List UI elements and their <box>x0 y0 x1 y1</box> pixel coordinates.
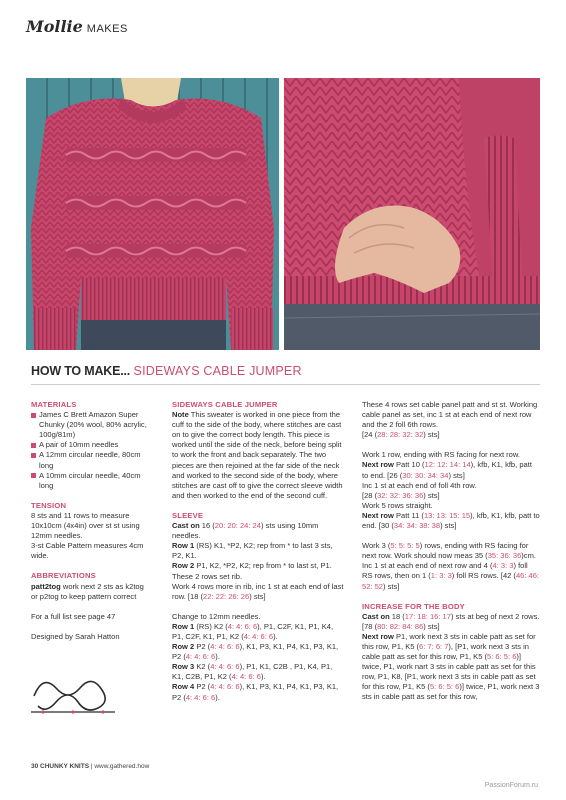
work-rows-note: Work 3 (5: 5: 5: 5) rows, ending with RS facing for next row. Work should now meas 35 (35: 36: 36)cm. <box>362 541 536 561</box>
body-column <box>362 400 540 703</box>
jumper-heading: SIDEWAYS CABLE JUMPER <box>172 400 278 409</box>
next-row-2: Next row Patt 11 (13: 13: 15: 15), kfb, K1, kfb, patt to end. [30 (34: 34: 38: 38) sts] <box>362 510 540 531</box>
increase-note: Inc 1 st at each end of foll 4th row. <box>362 480 477 490</box>
body-cast-on: Cast on 18 (17: 18: 16: 17) sts at beg of next 2 rows. [78 (80: 82: 84: 86) sts] <box>362 611 540 631</box>
rib-row-1: Row 1 (RS) K1, *P2, K2; rep from * to last 3 sts, P2, K1. <box>172 541 333 561</box>
increase-rows-note: Inc 1 st at each end of next row and 4 (4: 3: 3) foll RS rows, then on 1 (1: 3: 3) foll RS rows. [42 (46: 46: 52: 52) sts] <box>362 561 540 591</box>
sleeve-column <box>172 400 345 703</box>
note-paragraph: Note This sweater is worked in one piece from the cuff to the side of the body, where stitches are cast on to give the correct body length. This piece is worked until the side of the neck, before being split to work the front and back separately. The two pieces are then rejoined at the far side of the neck and worked to the second side of the body, where stitches are cast off to give the correct sleeve width and then worked to the end of the second cuff. <box>172 410 343 500</box>
brand-logo: Mollie <box>26 17 83 36</box>
page-footer: 30 CHUNKY KNITS | www.gathered.how <box>31 763 150 770</box>
stitch-count: [28 (32: 32: 36: 36) sts] <box>362 490 440 500</box>
bullet-square-icon <box>31 453 36 458</box>
rib-note: These 2 rows set rib. <box>172 571 243 581</box>
sleeve-heading: SLEEVE <box>172 510 204 520</box>
watermark: PassionForum.ru <box>484 782 538 789</box>
work-straight-note: Work 5 rows straight. <box>362 500 433 510</box>
page-number: 30 <box>31 763 39 770</box>
designer-credit: Designed by Sarah Hatton <box>31 631 120 641</box>
cable-row-2: Row 2 P2 (4: 4: 6: 6), K1, P3, K1, P4, K1, P3, K1, P2 (4: 4: 6: 6). <box>172 642 339 662</box>
cast-on-instruction: Cast on 16 (20: 20: 24: 24) sts using 10mm needles. <box>172 521 319 541</box>
section-label: MAKES <box>86 23 128 35</box>
magazine-name: CHUNKY KNITS <box>40 763 90 770</box>
stitch-count: [24 (28: 28: 32: 32) sts] <box>362 430 440 440</box>
cable-row-3: Row 3 K2 (4: 4: 6: 6), P1, K1, C2B , P1, K4, P1, K1, C2B, P1, K2 (4: 4: 6: 6). <box>172 662 333 682</box>
tension-text: 3-st Cable Pattern measures 4cm wide. <box>31 541 144 561</box>
jumper-detail-photo <box>284 78 540 350</box>
rib-increase: Work 4 rows more in rib, inc 1 st at each end of last row. [18 (22: 22: 26: 26) sts] <box>172 581 344 601</box>
materials-item: A pair of 10mm needles <box>31 440 149 450</box>
work-row-note: Work 1 row, ending with RS facing for next row. <box>362 450 520 460</box>
cable-panel-note: These 4 rows set cable panel patt and st st. Working cable panel as set, inc 1 st at each end of next row and the 2 foll 6th rows. <box>362 400 538 430</box>
jumper-back-photo <box>26 78 279 350</box>
next-row-3: Next row P1, work next 3 sts in cable patt as set for this row, P1, K5 (6: 7: 6: 7), [P1, work next 3 sts in cable patt as set for this row, P1, K5 (5: 6: 5: 6)] twice, P1, work nart 3 sts in cable patt as set for this row, P1, K8, [P1, work next 3 sts in cable patt as set for this row, P1, K5 (5: 6: 5: 6)] twice, P1, work next 3 sts in cable patt as set for this row, <box>362 631 540 702</box>
materials-item: A 10mm circular needle, 40cm long <box>31 471 149 491</box>
materials-item: A 12mm circular needle, 80cm long <box>31 450 149 470</box>
materials-item: James C Brett Amazon Super Chunky (20% wool, 80% acrylic, 100g/81m) <box>31 410 149 440</box>
tension-text: 8 sts and 11 rows to measure 10x10cm (4x4in) over st st using 12mm needles. <box>31 510 140 541</box>
tension-heading: TENSION <box>31 500 67 510</box>
masthead <box>26 17 128 43</box>
increase-body-heading: INCREASE FOR THE BODY <box>362 601 465 611</box>
website-link[interactable]: www.gathered.how <box>94 763 150 770</box>
title-lead: HOW TO MAKE... <box>31 364 131 378</box>
cable-row-4: Row 4 P2 (4: 4: 6: 6), K1, P3, K1, P4, K1, P3, K1, P2 (4: 4: 6: 6). <box>172 682 339 702</box>
rib-row-2: Row 2 P1, K2, *P2, K2; rep from * to last st, P1. <box>172 561 332 571</box>
materials-column <box>31 400 149 642</box>
materials-heading: MATERIALS <box>31 400 77 409</box>
cable-row-1: Row 1 (RS) K2 (4: 4: 6: 6), P1, C2F, K1, P1, K4, P1, C2F, K1, P1, K2 (4: 4: 6: 6). <box>172 621 334 641</box>
needle-change: Change to 12mm needles. <box>172 611 261 621</box>
bullet-square-icon <box>31 443 36 448</box>
abbreviation-entry: patt2tog work next 2 sts as k2tog or p2tog to keep pattern correct <box>31 581 144 601</box>
pattern-title <box>31 364 540 378</box>
abbreviations-heading: ABBREVIATIONS <box>31 571 96 581</box>
knot-illustration-icon <box>28 666 118 722</box>
full-list-note: For a full list see page 47 <box>31 611 116 621</box>
title-divider <box>31 384 540 385</box>
bullet-square-icon <box>31 413 36 418</box>
next-row-1: Next row Patt 10 (12: 12: 14: 14), kfb, K1, kfb, patt to end. [26 (30: 30: 34: 34) sts] <box>362 460 532 480</box>
bullet-square-icon <box>31 473 36 478</box>
title-name: SIDEWAYS CABLE JUMPER <box>133 364 302 378</box>
